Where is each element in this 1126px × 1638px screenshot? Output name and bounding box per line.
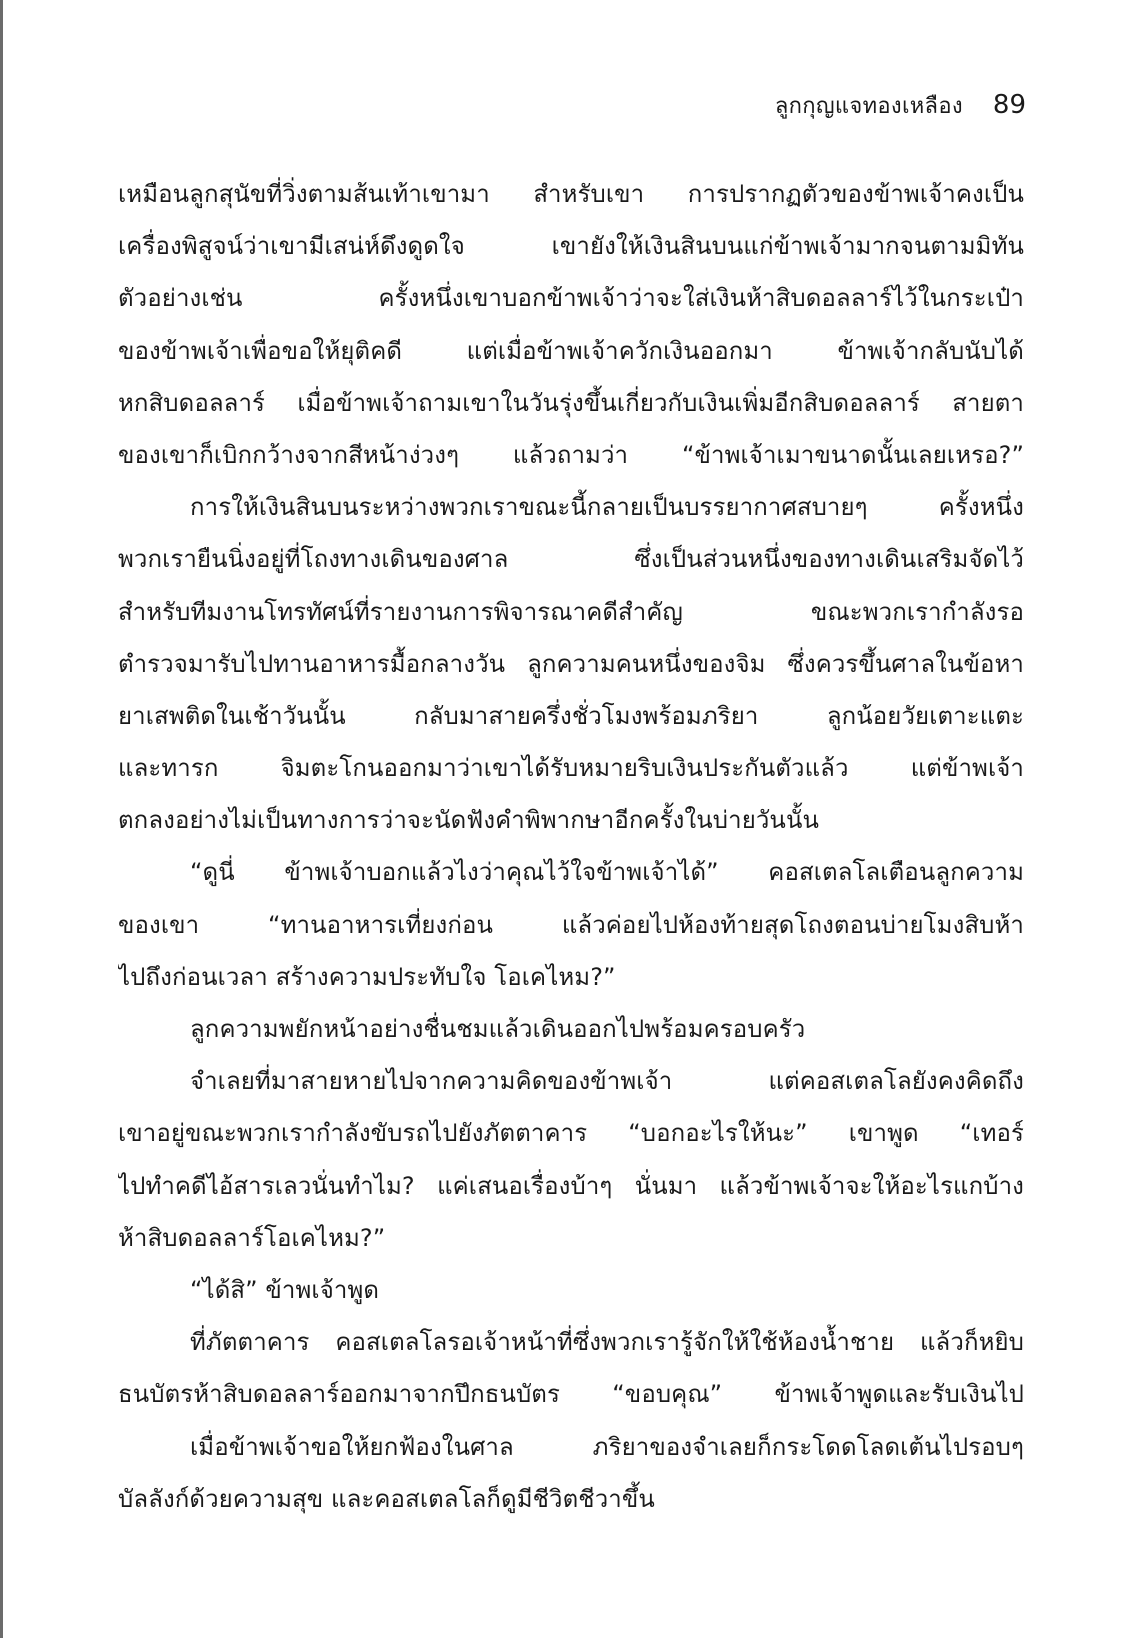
text-line: สำหรับทีมงานโทรทัศน์ที่รายงานการพิจารณาคดีสำคัญ ขณะพวกเรากำลังรอ [118,597,1024,626]
paragraph-last-line: ห้าสิบดอลลาร์โอเคไหม?” [118,1223,386,1252]
text-line: พวกเรายืนนิ่งอยู่ที่โถงทางเดินของศาล ซึ่งเป็นส่วนหนึ่งของทางเดินเสริมจัดไว้ [118,545,1024,574]
text-line: เขาอยู่ขณะพวกเรากำลังขับรถไปยังภัตตาคาร “บอกอะไรให้นะ” เขาพูด “เทอร์ [118,1119,1024,1148]
paragraph-single-line: “ได้สิ” ข้าพเจ้าพูด [190,1275,380,1304]
paragraph-first-line: “ดูนี่ ข้าพเจ้าบอกแล้วไงว่าคุณไว้ใจข้าพเจ้าได้” คอสเตลโลเตือนลูกความ [190,858,1024,887]
text-line: ของข้าพเจ้าเพื่อขอให้ยุติคดี แต่เมื่อข้าพเจ้าควักเงินออกมา ข้าพเจ้ากลับนับได้ [118,336,1024,365]
text-line: ตำรวจมารับไปทานอาหารมื้อกลางวัน ลูกความคนหนึ่งของจิม ซึ่งควรขึ้นศาลในข้อหา [118,649,1024,678]
text-line: ไปทำคดีไอ้สารเลวนั่นทำไม? แค่เสนอเรื่องบ้าๆ นั่นมา แล้วข้าพเจ้าจะให้อะไรแกบ้าง [118,1171,1024,1200]
page-edge-line [0,0,3,1638]
running-header [775,88,1026,123]
text-line: หกสิบดอลลาร์ เมื่อข้าพเจ้าถามเขาในวันรุ่งขึ้นเกี่ยวกับเงินเพิ่มอีกสิบดอลลาร์ สายตา [118,388,1024,417]
running-title: ลูกกุญแจทองเหลือง [774,94,963,119]
paragraph-last-line: บัลลังก์ด้วยความสุข และคอสเตลโลก็ดูมีชีวิตชีวาขึ้น [118,1484,655,1513]
text-line: เหมือนลูกสุนัขที่วิ่งตามส้นเท้าเขามา สำหรับเขา การปรากฏตัวของข้าพเจ้าคงเป็น [118,180,1024,208]
text-line: เครื่องพิสูจน์ว่าเขามีเสน่ห์ดึงดูดใจ เขายังให้เงินสินบนแก่ข้าพเจ้ามากจนตามมิทัน [118,232,1024,261]
text-line: ตัวอย่างเช่น ครั้งหนึ่งเขาบอกข้าพเจ้าว่าจะใส่เงินห้าสิบดอลลาร์ไว้ในกระเป๋า [118,284,1024,313]
text-line: ธนบัตรห้าสิบดอลลาร์ออกมาจากปึกธนบัตร “ขอบคุณ” ข้าพเจ้าพูดและรับเงินไป [118,1380,1024,1409]
text-line: และทารก จิมตะโกนออกมาว่าเขาได้รับหมายริบเงินประกันตัวแล้ว แต่ข้าพเจ้า [118,754,1024,783]
page-number: 89 [992,90,1026,120]
text-line: ของเขา “ทานอาหารเที่ยงก่อน แล้วค่อยไปห้องท้ายสุดโถงตอนบ่ายโมงสิบห้า [118,910,1024,939]
text-line: ยาเสพติดในเช้าวันนั้น กลับมาสายครึ่งชั่วโมงพร้อมภริยา ลูกน้อยวัยเตาะแตะ [118,701,1024,730]
body-text [118,168,1024,1525]
paragraph-first-line: การให้เงินสินบนระหว่างพวกเราขณะนี้กลายเป็นบรรยากาศสบายๆ ครั้งหนึ่ง [190,493,1024,522]
text-line: ของเขาก็เบิกกว้างจากสีหน้าง่วงๆ แล้วถามว่า “ข้าพเจ้าเมาขนาดนั้นเลยเหรอ?” [118,440,1024,469]
paragraph-single-line: ลูกความพยักหน้าอย่างชื่นชมแล้วเดินออกไปพร้อมครอบครัว [190,1015,806,1043]
paragraph-first-line: เมื่อข้าพเจ้าขอให้ยกฟ้องในศาล ภริยาของจำเลยก็กระโดดโลดเต้นไปรอบๆ [190,1432,1024,1461]
paragraph-first-line: ที่ภัตตาคาร คอสเตลโลรอเจ้าหน้าที่ซึ่งพวกเรารู้จักให้ใช้ห้องน้ำชาย แล้วก็หยิบ [190,1328,1024,1357]
paragraph-last-line: ตกลงอย่างไม่เป็นทางการว่าจะนัดฟังคำพิพากษาอีกครั้งในบ่ายวันนั้น [118,806,819,835]
paragraph-last-line: ไปถึงก่อนเวลา สร้างความประทับใจ โอเคไหม?” [118,962,616,991]
paragraph-first-line: จำเลยที่มาสายหายไปจากความคิดของข้าพเจ้า แต่คอสเตลโลยังคงคิดถึง [190,1067,1024,1096]
